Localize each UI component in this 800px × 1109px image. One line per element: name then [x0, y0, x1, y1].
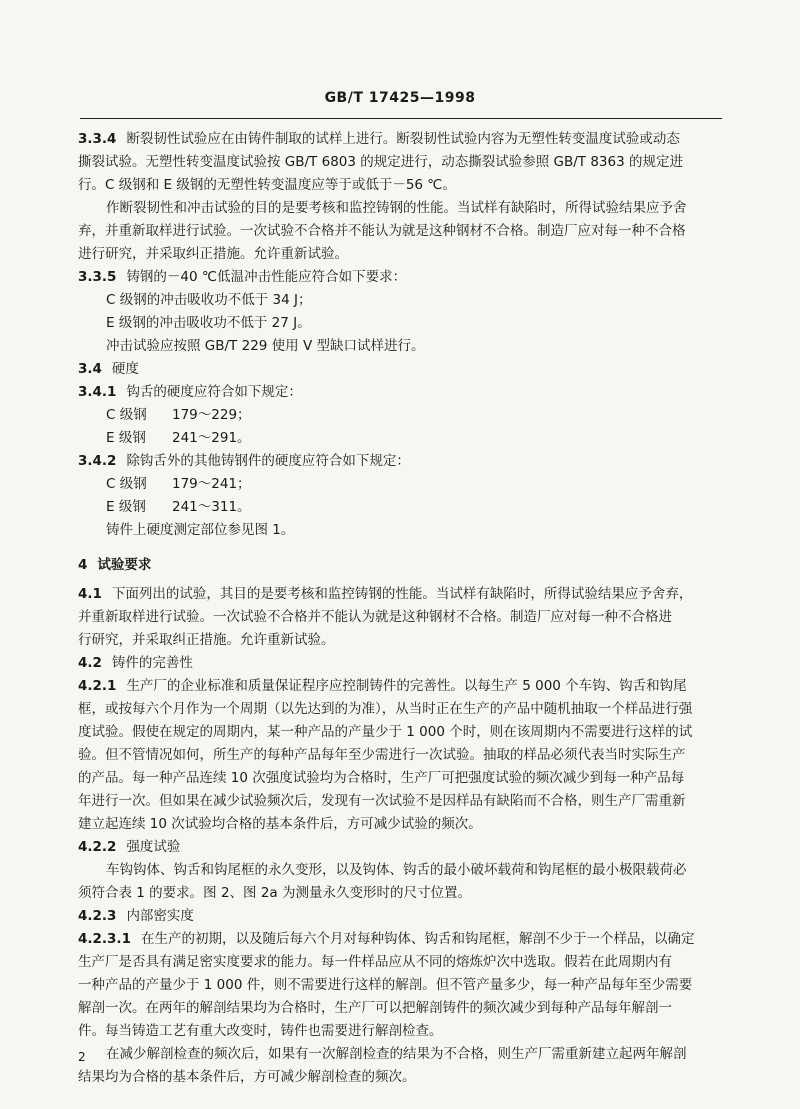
- body-line: 一种产品的产量少于 1 000 件，则不需要进行这样的解剖。但不管产量多少，每一种产品每年至少需要: [78, 977, 693, 993]
- section-4-2-3: [78, 905, 720, 928]
- body-line: 断裂韧性试验应在由铸件制取的试样上进行。断裂韧性试验内容为无塑性转变温度试验或动态: [126, 131, 680, 147]
- body-line: 进行研究，并采取纠正措施。允许重新试验。: [78, 246, 348, 262]
- body-line: 生产厂是否具有满足密实度要求的能力。每一件样品应从不同的熔炼炉次中选取。假若在此周期内有: [78, 954, 672, 970]
- section-4-2: [78, 652, 720, 675]
- list-item: E 级钢的冲击吸收功不低于 27 J。: [106, 315, 311, 331]
- list-item: 冲击试验应按照 GB/T 229 使用 V 型缺口试样进行。: [106, 338, 425, 354]
- body-line: 度试验。假使在规定的周期内，某一种产品的产量少于 1 000 个时，则在该周期内不需要进行这样的试: [78, 724, 693, 740]
- section-3-3-4: [78, 128, 720, 266]
- body-line: 解剖一次。在两年的解剖结果均为合格时，生产厂可以把解剖铸件的频次减少到每种产品每年解剖一: [78, 1000, 672, 1016]
- section-number: 4: [78, 557, 88, 573]
- list-item: C 级钢的冲击吸收功不低于 34 J；: [106, 292, 312, 308]
- section-title: 试验要求: [97, 557, 152, 573]
- body-line: 件。每当铸造工艺有重大改变时，铸件也需要进行解剖检查。: [78, 1023, 443, 1039]
- section-title: 除钩舌外的其他铸钢件的硬度应符合如下规定：: [126, 453, 410, 469]
- hardness-value: 179～241；: [172, 476, 251, 492]
- page-number: 2: [78, 1050, 86, 1064]
- body-line: 的产品。每一种产品连续 10 次强度试验均为合格时，生产厂可把强度试验的频次减少到每一种产品每: [78, 770, 685, 786]
- body-line: 行研究，并采取纠正措施。允许重新试验。: [78, 632, 335, 648]
- body-line: 建立起连续 10 次试验均合格的基本条件后，方可减少试验的频次。: [78, 816, 482, 832]
- hardness-row: [78, 496, 720, 519]
- section-title: 强度试验: [126, 839, 181, 855]
- section-number: 4.2.2: [78, 839, 117, 855]
- body-line: 铸件上硬度测定部位参见图 1。: [106, 522, 295, 538]
- body-line: 框，或按每六个月作为一个周期（以先达到的为准），从当时正在生产的产品中随机抽取一个样品进行强: [78, 701, 693, 717]
- body-line: 在减少解剖检查的频次后，如果有一次解剖检查的结果为不合格，则生产厂需重新建立起两年解剖: [106, 1046, 687, 1062]
- section-number: 3.4.2: [78, 453, 117, 469]
- hardness-row: [78, 427, 720, 450]
- body-line: 作断裂韧性和冲击试验的目的是要考核和监控铸钢的性能。当试样有缺陷时，所得试验结果应予舍: [106, 200, 687, 216]
- section-title: 铸钢的－40 ℃低温冲击性能应符合如下要求：: [126, 269, 407, 285]
- hardness-value: 241～291。: [172, 430, 251, 446]
- body-line: 下面列出的试验，其目的是要考核和监控铸钢的性能。当试样有缺陷时，所得试验结果应予舍弃，: [111, 586, 693, 602]
- hardness-row: [78, 404, 720, 427]
- body-line: 生产厂的企业标准和质量保证程序应控制铸件的完善性。以每生产 5 000 个车钩、钩舌和钩尾: [126, 678, 687, 694]
- section-title: 铸件的完善性: [111, 655, 193, 671]
- grade-label: E 级钢: [106, 430, 146, 446]
- body-line: 车钩钩体、钩舌和钩尾框的永久变形，以及钩体、钩舌的最小破坏载荷和钩尾框的最小极限载荷必: [106, 862, 687, 878]
- section-number: 3.4: [78, 361, 102, 377]
- body-line: 行。C 级钢和 E 级钢的无塑性转变温度应等于或低于－56 ℃。: [78, 177, 456, 193]
- section-number: 3.3.4: [78, 131, 117, 147]
- grade-label: C 级钢: [106, 407, 147, 423]
- section-3-4: [78, 358, 720, 381]
- body-line: 年进行一次。但如果在减少试验频次后，发现有一次试验不是因样品有缺陷而不合格，则生产厂需重新: [78, 793, 686, 809]
- section-number: 4.2.1: [78, 678, 117, 694]
- section-number: 3.4.1: [78, 384, 117, 400]
- section-4-2-1: [78, 675, 720, 836]
- body-line: 验。但不管情况如何，所生产的每种产品每年至少需进行一次试验。抽取的样品必须代表当时实际生产: [78, 747, 686, 763]
- section-number: 4.2.3: [78, 908, 117, 924]
- hardness-value: 179～229；: [172, 407, 251, 423]
- section-number: 4.2.3.1: [78, 931, 131, 947]
- body-line: 结果均为合格的基本条件后，方可减少解剖检查的频次。: [78, 1069, 416, 1085]
- section-title: 钩舌的硬度应符合如下规定：: [126, 384, 302, 400]
- hardness-value: 241～311。: [172, 499, 251, 515]
- section-3-3-5: [78, 266, 720, 358]
- document-body: [78, 128, 720, 1089]
- grade-label: C 级钢: [106, 476, 147, 492]
- page-header: GB/T 17425—1998: [324, 90, 476, 106]
- section-title: 内部密实度: [126, 908, 194, 924]
- body-line: 撕裂试验。无塑性转变温度试验按 GB/T 6803 的规定进行，动态撕裂试验参照 GB/T 8363 的规定进: [78, 154, 683, 170]
- grade-label: E 级钢: [106, 499, 146, 515]
- section-4-2-3-1: [78, 928, 720, 1089]
- body-line: 须符合表 1 的要求。图 2、图 2a 为测量永久变形时的尺寸位置。: [78, 885, 471, 901]
- section-3-4-1: [78, 381, 720, 450]
- body-line: 在生产的初期，以及随后每六个月对每种钩体、钩舌和钩尾框，解剖不少于一个样品，以确定: [140, 931, 695, 947]
- section-4: [78, 554, 720, 577]
- section-title: 硬度: [111, 361, 139, 377]
- body-line: 并重新取样进行试验。一次试验不合格并不能认为就是这种钢材不合格。制造厂应对每一种不合格进: [78, 609, 672, 625]
- section-4-1: [78, 583, 720, 652]
- section-number: 3.3.5: [78, 269, 117, 285]
- section-number: 4.2: [78, 655, 102, 671]
- section-number: 4.1: [78, 586, 102, 602]
- hardness-row: [78, 473, 720, 496]
- section-4-2-2: [78, 836, 720, 905]
- section-3-4-2: [78, 450, 720, 542]
- header-rule: [80, 118, 722, 119]
- body-line: 弃，并重新取样进行试验。一次试验不合格并不能认为就是这种钢材不合格。制造厂应对每一种不合格: [78, 223, 686, 239]
